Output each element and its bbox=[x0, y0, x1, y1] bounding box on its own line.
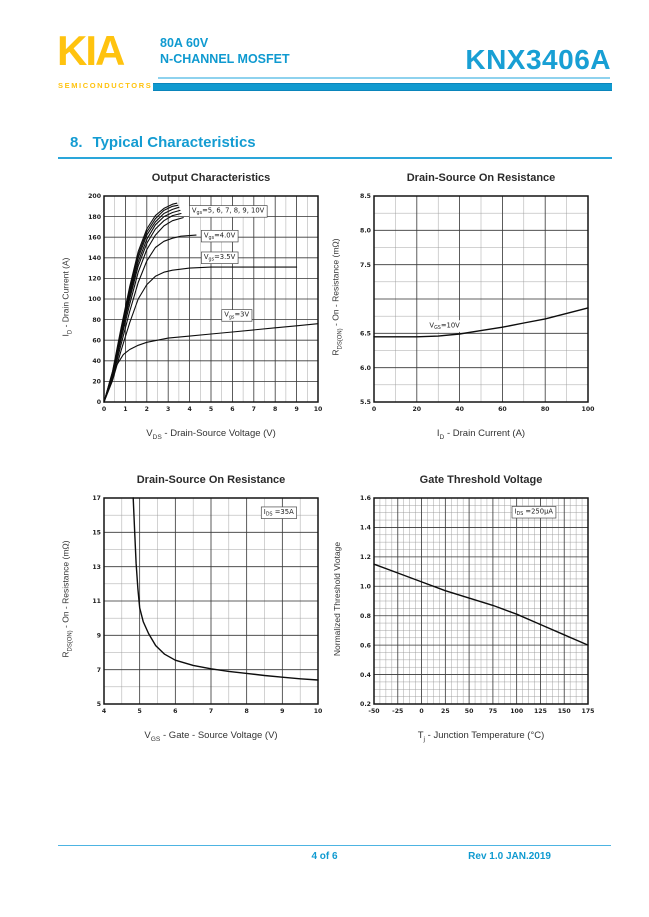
x-axis-label: $I_D$ - Drain Current (A) bbox=[436, 428, 526, 441]
svg-text:0: 0 bbox=[371, 406, 377, 413]
svg-text:6: 6 bbox=[173, 708, 178, 715]
svg-text:8: 8 bbox=[244, 708, 249, 715]
svg-text:7: 7 bbox=[208, 708, 214, 715]
svg-text:60: 60 bbox=[92, 337, 101, 345]
chart-plot bbox=[344, 492, 596, 724]
chart-plot bbox=[344, 190, 596, 422]
svg-text:0.8: 0.8 bbox=[360, 612, 371, 620]
chart-gate-threshold-voltage bbox=[330, 474, 630, 743]
svg-text:2: 2 bbox=[144, 406, 149, 413]
svg-text:5.5: 5.5 bbox=[360, 399, 371, 407]
svg-text:-50: -50 bbox=[368, 708, 380, 715]
kia-logo: KIA bbox=[57, 27, 124, 74]
svg-text:5: 5 bbox=[137, 708, 142, 715]
svg-text:6.5: 6.5 bbox=[360, 330, 371, 338]
svg-text:4: 4 bbox=[101, 708, 107, 715]
svg-text:0: 0 bbox=[101, 406, 107, 413]
svg-text:150: 150 bbox=[557, 708, 571, 715]
kia-logo-subtext: SEMICONDUCTORS bbox=[58, 81, 153, 90]
svg-text:IDS =35A: $I_{DS} =35A$ bbox=[263, 507, 294, 518]
svg-text:40: 40 bbox=[92, 358, 101, 365]
svg-text:7.5: 7.5 bbox=[360, 261, 371, 269]
page-number: 4 of 6 bbox=[311, 851, 338, 862]
svg-text:1.4: 1.4 bbox=[360, 524, 371, 532]
svg-text:100: 100 bbox=[88, 296, 101, 304]
chart-title: Output Characteristics bbox=[151, 172, 271, 184]
svg-text:50: 50 bbox=[464, 708, 474, 715]
svg-text:0: 0 bbox=[419, 708, 424, 715]
header-thin-rule bbox=[158, 77, 610, 79]
svg-text:17: 17 bbox=[92, 495, 101, 503]
svg-text:13: 13 bbox=[92, 563, 101, 571]
svg-text:20: 20 bbox=[92, 378, 101, 386]
chart-plot bbox=[74, 492, 326, 724]
svg-text:6: 6 bbox=[230, 406, 235, 413]
svg-text:8.5: 8.5 bbox=[360, 193, 371, 201]
chart-rdson-vs-current bbox=[330, 172, 630, 441]
svg-text:25: 25 bbox=[441, 708, 450, 715]
svg-text:175: 175 bbox=[581, 708, 595, 715]
svg-text:IDS =250µA: $I_{DS} =250\mu A$ bbox=[514, 507, 554, 518]
svg-text:80: 80 bbox=[540, 406, 550, 413]
header-accent-bar bbox=[153, 83, 612, 91]
svg-text:80: 80 bbox=[92, 316, 101, 324]
svg-text:20: 20 bbox=[412, 406, 422, 413]
x-axis-label: $T_j$ - Junction Temperature (°C) bbox=[417, 730, 545, 743]
y-axis-label: $I_D$ - Drain Current (A) bbox=[60, 257, 74, 337]
chart-output-characteristics bbox=[60, 172, 360, 441]
svg-text:75: 75 bbox=[488, 708, 498, 715]
x-axis-label: $V_{GS}$ - Gate - Source Voltage (V) bbox=[144, 730, 278, 743]
svg-text:8: 8 bbox=[273, 406, 278, 413]
svg-text:0.6: 0.6 bbox=[360, 642, 371, 650]
svg-text:1.0: 1.0 bbox=[360, 583, 371, 591]
svg-text:5: 5 bbox=[208, 406, 214, 413]
svg-text:5: 5 bbox=[96, 701, 101, 709]
svg-text:Vgs=3.5V: $V_{gs}=3.5V$ bbox=[203, 252, 236, 263]
svg-text:Vgs=3V: $V_{gs}=3V$ bbox=[224, 310, 250, 321]
svg-text:10: 10 bbox=[313, 406, 323, 413]
svg-text:120: 120 bbox=[88, 275, 101, 283]
svg-text:160: 160 bbox=[88, 234, 101, 242]
svg-text:8.0: 8.0 bbox=[360, 227, 371, 235]
part-number: KNX3406A bbox=[465, 44, 611, 75]
chart-title: Drain-Source On Resistance bbox=[136, 474, 286, 486]
svg-text:Vgs=4.0V: $V_{gs}=4.0V$ bbox=[203, 231, 236, 241]
y-axis-label: $R_{DS(ON)}$ - On - Resistance (mΩ) bbox=[60, 540, 74, 658]
chart-title: Gate Threshold Voltage bbox=[419, 474, 543, 486]
svg-text:140: 140 bbox=[88, 255, 101, 262]
x-axis-label: $V_{DS}$ - Drain-Source Voltage (V) bbox=[146, 428, 276, 441]
chart-plot bbox=[74, 190, 326, 422]
device-rating: 80A 60V bbox=[160, 36, 209, 50]
svg-text:-25: -25 bbox=[392, 708, 404, 715]
svg-text:40: 40 bbox=[455, 406, 464, 413]
y-axis-label: Normalized Threshold Vlotage bbox=[332, 541, 342, 656]
revision-label: Rev 1.0 JAN.2019 bbox=[468, 851, 551, 862]
y-axis-label: $R_{DS(ON)}$ - On - Resistance (mΩ) bbox=[330, 238, 344, 356]
svg-text:15: 15 bbox=[92, 529, 101, 537]
svg-text:6.0: 6.0 bbox=[360, 364, 371, 372]
svg-text:3: 3 bbox=[166, 406, 171, 413]
footer-rule bbox=[58, 845, 611, 846]
svg-text:200: 200 bbox=[88, 193, 101, 201]
svg-text:11: 11 bbox=[92, 598, 101, 606]
svg-text:0.4: 0.4 bbox=[360, 671, 371, 679]
svg-text:100: 100 bbox=[581, 406, 595, 413]
svg-text:7: 7 bbox=[96, 666, 101, 674]
svg-text:9: 9 bbox=[96, 632, 101, 640]
svg-text:9: 9 bbox=[294, 406, 299, 413]
section-title: Typical Characteristics bbox=[92, 134, 256, 151]
svg-text:4: 4 bbox=[187, 406, 192, 413]
svg-text:1.6: 1.6 bbox=[360, 495, 371, 503]
svg-text:60: 60 bbox=[498, 406, 507, 413]
chart-rdson-vs-gate-voltage bbox=[60, 474, 360, 743]
svg-text:1.2: 1.2 bbox=[360, 554, 371, 562]
device-type: N-CHANNEL MOSFET bbox=[160, 52, 290, 66]
svg-text:Vgs=5, 6, 7, 8, 9, 10V: $V_{gs}=5$, 6, 7, 8, 9, 10V bbox=[191, 206, 265, 217]
svg-text:0.2: 0.2 bbox=[360, 701, 371, 709]
svg-text:180: 180 bbox=[88, 213, 101, 221]
chart-title: Drain-Source On Resistance bbox=[406, 172, 556, 184]
section-heading bbox=[58, 134, 612, 159]
svg-text:1: 1 bbox=[123, 406, 128, 413]
svg-text:0: 0 bbox=[96, 399, 101, 407]
svg-text:7: 7 bbox=[251, 406, 256, 413]
svg-text:VGS=10V: $V_{GS}=10V$ bbox=[429, 321, 460, 331]
svg-text:100: 100 bbox=[510, 708, 524, 715]
svg-text:125: 125 bbox=[533, 708, 547, 715]
section-number: 8. bbox=[70, 134, 83, 151]
svg-text:10: 10 bbox=[313, 708, 323, 715]
svg-text:9: 9 bbox=[280, 708, 285, 715]
